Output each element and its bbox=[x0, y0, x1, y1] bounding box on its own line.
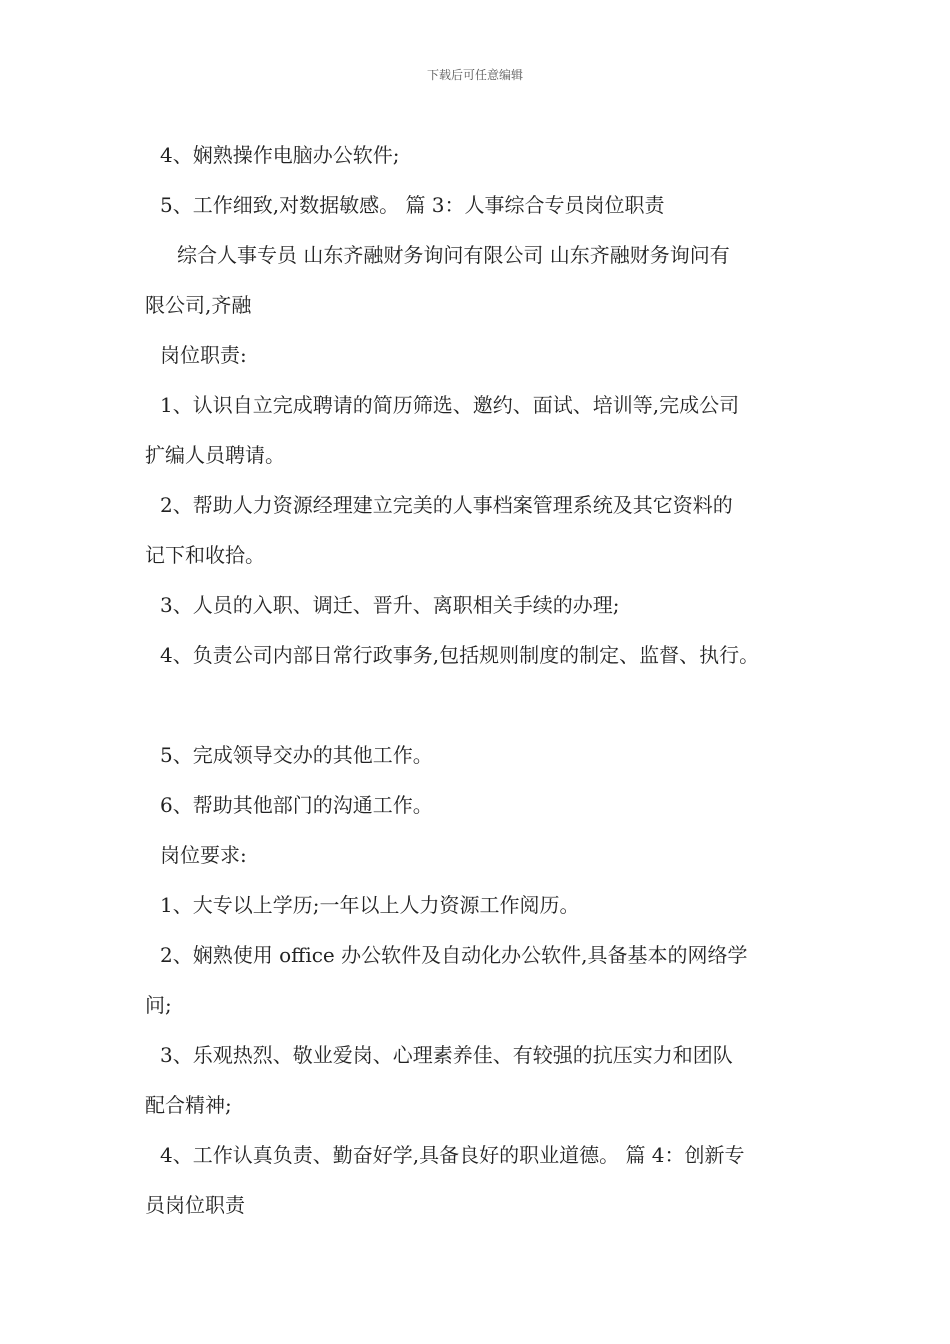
text-line: 问; bbox=[145, 993, 172, 1017]
section-heading: 岗位要求: bbox=[160, 843, 247, 867]
text-line: 4、娴熟操作电脑办公软件; bbox=[160, 143, 400, 167]
text-line: 5、完成领导交办的其他工作。 bbox=[160, 743, 433, 767]
text-line: 5、工作细致,对数据敏感。 篇 3：人事综合专员岗位职责 bbox=[160, 193, 665, 217]
document-body bbox=[145, 130, 810, 1230]
text-line: 记下和收拾。 bbox=[145, 543, 265, 567]
page-header: 下载后可任意编辑 bbox=[426, 68, 523, 82]
text-line: 2、娴熟使用 office 办公软件及自动化办公软件,具备基本的网络学 bbox=[160, 943, 748, 967]
blank-line bbox=[145, 680, 810, 730]
text-line: 4、工作认真负责、勤奋好学,具备良好的职业道德。 篇 4：创新专 bbox=[160, 1143, 745, 1167]
text-line: 员岗位职责 bbox=[145, 1193, 245, 1217]
text-line: 综合人事专员 山东齐融财务询问有限公司 山东齐融财务询问有 bbox=[177, 243, 730, 267]
text-line: 1、大专以上学历;一年以上人力资源工作阅历。 bbox=[160, 893, 580, 917]
text-line: 扩编人员聘请。 bbox=[145, 443, 285, 467]
text-line: 3、人员的入职、调迁、晋升、离职相关手续的办理; bbox=[160, 593, 620, 617]
text-line: 配合精神; bbox=[145, 1093, 232, 1117]
text-line: 3、乐观热烈、敬业爱岗、心理素养佳、有较强的抗压实力和团队 bbox=[160, 1043, 733, 1067]
text-line: 6、帮助其他部门的沟通工作。 bbox=[160, 793, 433, 817]
section-heading: 岗位职责: bbox=[160, 343, 247, 367]
text-line: 1、认识自立完成聘请的简历筛选、邀约、面试、培训等,完成公司 bbox=[160, 393, 740, 417]
text-line: 4、负责公司内部日常行政事务,包括规则制度的制定、监督、执行。 bbox=[160, 643, 760, 667]
text-line: 限公司,齐融 bbox=[145, 293, 252, 317]
text-line: 2、帮助人力资源经理建立完美的人事档案管理系统及其它资料的 bbox=[160, 493, 733, 517]
